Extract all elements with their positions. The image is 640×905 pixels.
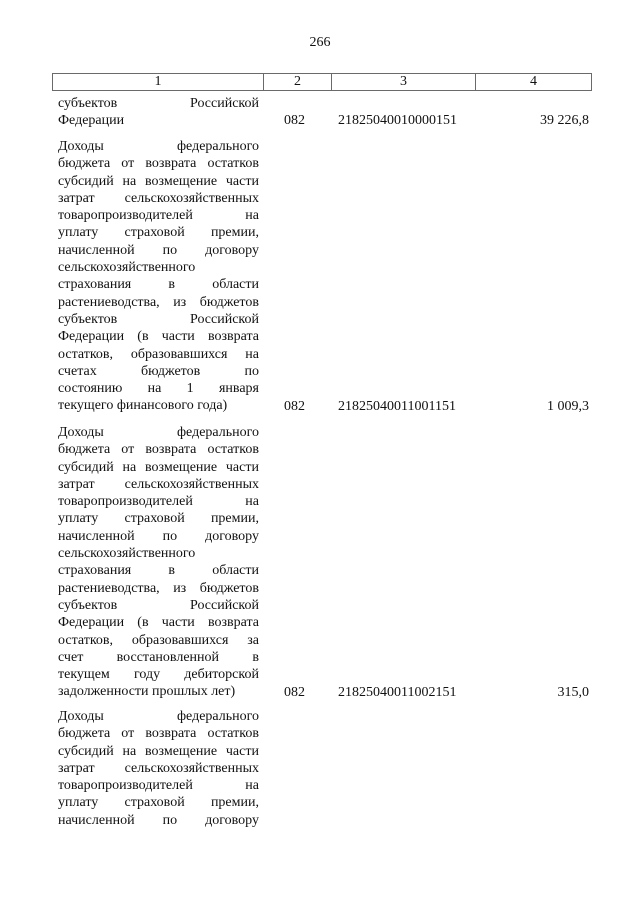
description-word: части — [225, 173, 259, 189]
description-word: году — [133, 667, 161, 683]
description-word: бюджета — [58, 156, 111, 172]
description-word: уплату — [58, 511, 99, 527]
description-word: восстановленной — [116, 649, 220, 665]
description-word: затрат — [58, 190, 95, 206]
description-line — [58, 459, 259, 476]
description-line — [58, 397, 259, 414]
description-line — [58, 649, 259, 666]
description-word: на — [122, 743, 137, 759]
description-word: субсидий — [58, 173, 114, 189]
description-line — [58, 311, 259, 328]
description-line — [58, 725, 259, 742]
description-line — [58, 493, 259, 510]
row-description — [58, 95, 259, 130]
description-word: (в — [137, 615, 149, 631]
description-word: счет — [58, 649, 84, 665]
budget-classification-code: 21825040010000151 — [338, 113, 457, 129]
description-word: от — [121, 156, 135, 172]
description-line — [58, 562, 259, 579]
amount: 315,0 — [557, 684, 589, 700]
description-word: страховой — [124, 511, 185, 527]
description-word: задолженности прошлых лет) — [58, 684, 236, 700]
description-word: возврата — [145, 156, 197, 172]
description-word: бюджета — [58, 442, 111, 458]
description-word: части — [225, 743, 259, 759]
header-col-3: 3 — [332, 74, 476, 90]
description-word: Федерации — [58, 329, 125, 345]
description-word: состоянию — [58, 381, 123, 397]
description-word: сельскохозяйственного — [58, 260, 196, 276]
description-line — [58, 777, 259, 794]
description-word: по — [162, 528, 178, 544]
description-word: остатков — [207, 726, 259, 742]
description-word: части — [225, 459, 259, 475]
header-col-1: 1 — [53, 74, 264, 90]
description-word: Федерации — [58, 113, 125, 129]
description-word: возмещение — [145, 743, 218, 759]
description-word: остатков, — [58, 632, 114, 648]
description-word: образовавшихся — [131, 632, 229, 648]
description-line — [58, 708, 259, 725]
description-word: начисленной — [58, 812, 135, 828]
description-line — [58, 424, 259, 441]
description-line — [58, 743, 259, 760]
description-word: Российской — [190, 311, 259, 327]
description-word: возмещение — [145, 459, 218, 475]
description-word: на — [147, 381, 162, 397]
description-word: договору — [205, 812, 259, 828]
description-word: (в — [137, 329, 149, 345]
description-word: субъектов — [58, 311, 118, 327]
table-header — [52, 73, 592, 91]
description-word: федерального — [176, 139, 259, 154]
description-word: остатков — [207, 156, 259, 172]
description-line — [58, 683, 259, 700]
description-line — [58, 528, 259, 545]
admin-code: 082 — [284, 398, 305, 414]
budget-classification-code: 21825040011002151 — [338, 684, 457, 700]
description-word: Доходы — [58, 709, 104, 724]
description-word: Доходы — [58, 139, 104, 154]
description-word: субсидий — [58, 743, 114, 759]
description-word: на — [245, 346, 259, 362]
description-word: товаропроизводителей — [58, 494, 193, 510]
description-line — [58, 545, 259, 562]
description-word: возврата — [145, 442, 197, 458]
description-word: января — [218, 381, 259, 397]
description-word: субъектов — [58, 597, 118, 613]
description-word: затрат — [58, 476, 95, 492]
description-word: счетах — [58, 363, 97, 379]
description-line — [58, 207, 259, 224]
description-line — [58, 173, 259, 190]
description-word: на — [245, 208, 259, 224]
description-line — [58, 155, 259, 172]
description-word: бюджета — [58, 726, 111, 742]
description-word: растениеводства, — [58, 294, 160, 310]
budget-classification-code: 21825040011001151 — [338, 398, 456, 414]
description-word: области — [212, 563, 259, 579]
description-word: за — [247, 632, 259, 648]
description-word: от — [121, 726, 135, 742]
description-line — [58, 112, 259, 129]
description-word: затрат — [58, 760, 95, 776]
description-word: страховой — [124, 795, 185, 811]
description-word: сельскохозяйственных — [124, 190, 259, 206]
header-col-4: 4 — [530, 74, 537, 89]
description-line — [58, 224, 259, 241]
description-word: сельскохозяйственного — [58, 546, 196, 562]
description-word: субсидий — [58, 459, 114, 475]
description-word: по — [162, 242, 178, 258]
description-line — [58, 632, 259, 649]
description-word: по — [162, 812, 178, 828]
description-word: текущего финансового года) — [58, 398, 228, 414]
amount: 39 226,8 — [540, 113, 589, 129]
description-line — [58, 190, 259, 207]
description-word: премии, — [210, 225, 259, 241]
description-word: страхования — [58, 277, 132, 293]
description-word: части — [161, 615, 195, 631]
description-line — [58, 380, 259, 397]
description-line — [58, 276, 259, 293]
description-word: на — [122, 459, 137, 475]
description-word: растениеводства, — [58, 580, 160, 596]
description-word: возврата — [207, 615, 259, 631]
description-line — [58, 138, 259, 155]
description-word: уплату — [58, 225, 99, 241]
description-word: возврата — [145, 726, 197, 742]
description-line — [58, 510, 259, 527]
description-word: сельскохозяйственных — [124, 476, 259, 492]
description-word: от — [121, 442, 135, 458]
description-word: федерального — [176, 425, 259, 440]
description-line — [58, 597, 259, 614]
admin-code: 082 — [284, 684, 305, 700]
description-word: товаропроизводителей — [58, 208, 193, 224]
description-line — [58, 441, 259, 458]
description-word: Федерации — [58, 615, 125, 631]
description-line — [58, 812, 259, 829]
description-word: из — [173, 580, 187, 596]
description-word: Российской — [190, 96, 259, 111]
description-word: товаропроизводителей — [58, 778, 193, 794]
description-word: на — [245, 494, 259, 510]
description-word: остатков, — [58, 346, 114, 362]
description-line — [58, 242, 259, 259]
description-line — [58, 294, 259, 311]
header-col-2: 2 — [264, 74, 332, 90]
description-word: премии, — [210, 795, 259, 811]
description-word: Доходы — [58, 425, 104, 440]
description-line — [58, 476, 259, 493]
description-word: на — [122, 173, 137, 189]
description-word: из — [173, 294, 187, 310]
description-word: договору — [205, 528, 259, 544]
description-word: договору — [205, 242, 259, 258]
description-line — [58, 346, 259, 363]
description-word: начисленной — [58, 528, 135, 544]
description-word: Российской — [190, 597, 259, 613]
description-line — [58, 794, 259, 811]
description-word: субъектов — [58, 96, 118, 111]
description-word: образовавшихся — [130, 346, 228, 362]
description-word: бюджетов — [140, 363, 201, 379]
description-line — [58, 614, 259, 631]
description-word: области — [212, 277, 259, 293]
description-word: федерального — [176, 709, 259, 724]
row-description — [58, 424, 259, 701]
description-word: страховой — [124, 225, 185, 241]
description-word: части — [161, 329, 195, 345]
description-word: в — [252, 649, 259, 665]
description-word: в — [168, 563, 176, 579]
amount: 1 009,3 — [547, 398, 589, 414]
description-word: уплату — [58, 795, 99, 811]
description-line — [58, 95, 259, 112]
description-line — [58, 666, 259, 683]
description-word: текущем — [58, 667, 110, 683]
description-line — [58, 259, 259, 276]
description-word: премии, — [210, 511, 259, 527]
description-word: страхования — [58, 563, 132, 579]
description-line — [58, 760, 259, 777]
description-word: на — [245, 778, 259, 794]
description-word: дебиторской — [184, 667, 259, 683]
page-number: 266 — [309, 35, 331, 50]
row-description — [58, 138, 259, 415]
description-word: возмещение — [145, 173, 218, 189]
description-word: возврата — [207, 329, 259, 345]
description-line — [58, 328, 259, 345]
description-word: 1 — [186, 381, 194, 397]
description-line — [58, 580, 259, 597]
description-word: сельскохозяйственных — [124, 760, 259, 776]
admin-code: 082 — [284, 113, 305, 129]
description-word: остатков — [207, 442, 259, 458]
description-word: бюджетов — [199, 294, 259, 310]
description-word: бюджетов — [199, 580, 259, 596]
description-word: по — [244, 363, 259, 379]
description-line — [58, 363, 259, 380]
description-word: в — [168, 277, 176, 293]
row-description — [58, 708, 259, 829]
description-word: начисленной — [58, 242, 135, 258]
